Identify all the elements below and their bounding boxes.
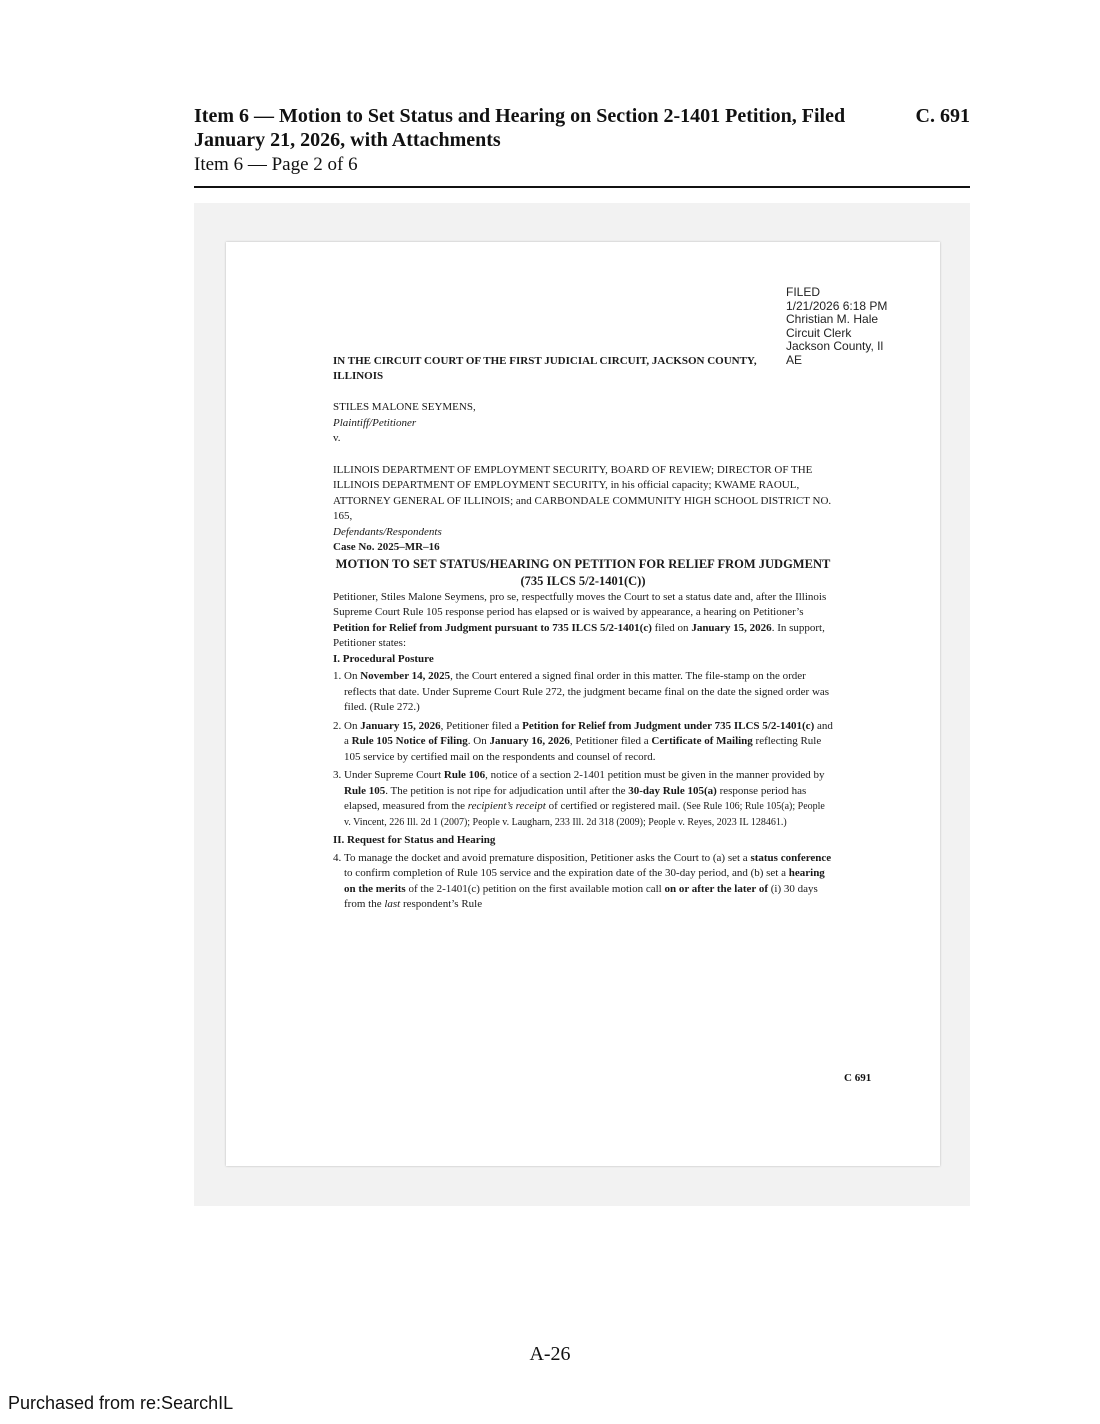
case-number: Case No. 2025–MR–16 bbox=[333, 541, 440, 553]
versus: v. bbox=[333, 432, 341, 444]
plaintiff-role: Plaintiff/Petitioner bbox=[333, 416, 417, 429]
request-list bbox=[333, 851, 833, 913]
court-caption: IN THE CIRCUIT COURT OF THE FIRST JUDICIAL CIRCUIT, JACKSON COUNTY, ILLINOIS bbox=[333, 355, 757, 382]
item-page-indicator: Item 6 — Page 2 of 6 bbox=[194, 154, 358, 175]
list-item: 2. On January 15, 2026, Petitioner filed a Petition for Relief from Judgment under 735 ILCS 5/2-1401(c) and a Rule 105 Notice of Filing. On January 16, 2026, Petitioner filed a Certificate of Mailing reflecting Rule 105 service by certified mail on the respondents and counsel of record. bbox=[333, 719, 833, 763]
stamp-county: Jackson County, Il bbox=[786, 339, 884, 353]
defendant-role: Defendants/Respondents bbox=[333, 525, 442, 538]
section-heading-procedural-posture: I. Procedural Posture bbox=[333, 652, 434, 665]
section-heading-request: II. Request for Status and Hearing bbox=[333, 834, 496, 846]
item-title: Item 6 — Motion to Set Status and Hearing on Section 2-1401 Petition, Filed January 21, 2026, with Attachments bbox=[194, 105, 846, 151]
procedural-list bbox=[333, 669, 833, 830]
record-cite: C. 691 bbox=[915, 105, 970, 127]
list-item: 4. To manage the docket and avoid premature disposition, Petitioner asks the Court to (a) set a status conference to confirm completion of Rule 105 service and the expiration date of the 30-day period, and (b) set a hearing on the merits of the 2-1401(c) petition on the first available motion call on or after the later of (i) 30 days from the last respondent’s Rule bbox=[333, 851, 832, 910]
appendix-page-number: A-26 bbox=[529, 1343, 571, 1365]
stamp-initials: AE bbox=[786, 352, 803, 367]
header-divider bbox=[194, 186, 970, 188]
intro-paragraph: Petitioner, Stiles Malone Seymens, pro se, respectfully moves the Court to set a status date and, after the Illinois Supreme Court Rule 105 response period has elapsed or is waived by appearance, a hearing on Petitioner’s Petition for Relief from Judgment pursuant to 735 ILCS 5/2-1401(c) filed on January 15, 2026. In support, Petitioner states: bbox=[333, 590, 827, 649]
list-item: 1. On November 14, 2025, the Court entered a signed final order in this matter. The file-stamp on the order reflects that date. Under Supreme Court Rule 272, the judgment became final on the date the signed order was filed. (Rule 272.) bbox=[333, 670, 830, 713]
page-record-cite: C 691 bbox=[844, 1072, 872, 1084]
list-item: 3. Under Supreme Court Rule 106, notice of a section 2-1401 petition must be given in the manner provided by Rule 105. The petition is not ripe for adjudication until after the 30-day Rule 105(a) response period has elapsed, measured from the recipient’s receipt of certified or registered mail. (See Rule 106; Rule 105(a); People v. Vincent, 226 Ill. 2d 1 (2007); People v. Laugharn, 233 Ill. 2d 318 (2009); People v. Reyes, 2023 IL 128461.) bbox=[333, 769, 825, 828]
stamp-datetime: 1/21/2026 6:18 PM bbox=[786, 298, 888, 313]
stamp-filed: FILED bbox=[786, 285, 821, 299]
defendants-block bbox=[333, 463, 833, 541]
stamp-clerk-name: Christian M. Hale bbox=[786, 312, 879, 326]
stamp-clerk-title: Circuit Clerk bbox=[786, 325, 852, 340]
motion-body bbox=[333, 354, 833, 916]
defendant-names: ILLINOIS DEPARTMENT OF EMPLOYMENT SECURITY, BOARD OF REVIEW; DIRECTOR OF THE ILLINOIS DEPARTMENT OF EMPLOYMENT SECURITY, in his official capacity; KWAME RAOUL, ATTORNEY GENERAL OF ILLINOIS; and CARBONDALE COMMUNITY HIGH SCHOOL DISTRICT NO. 165, bbox=[333, 463, 832, 522]
motion-title: MOTION TO SET STATUS/HEARING ON PETITION FOR RELIEF FROM JUDGMENT (735 ILCS 5/2-1401(C)) bbox=[335, 556, 831, 588]
item-header bbox=[194, 104, 970, 177]
document-page bbox=[226, 242, 940, 1166]
plaintiff-name: STILES MALONE SEYMENS, bbox=[333, 401, 476, 413]
plaintiff-block bbox=[333, 400, 833, 431]
source-note: Purchased from re:SearchIL bbox=[8, 1393, 234, 1413]
